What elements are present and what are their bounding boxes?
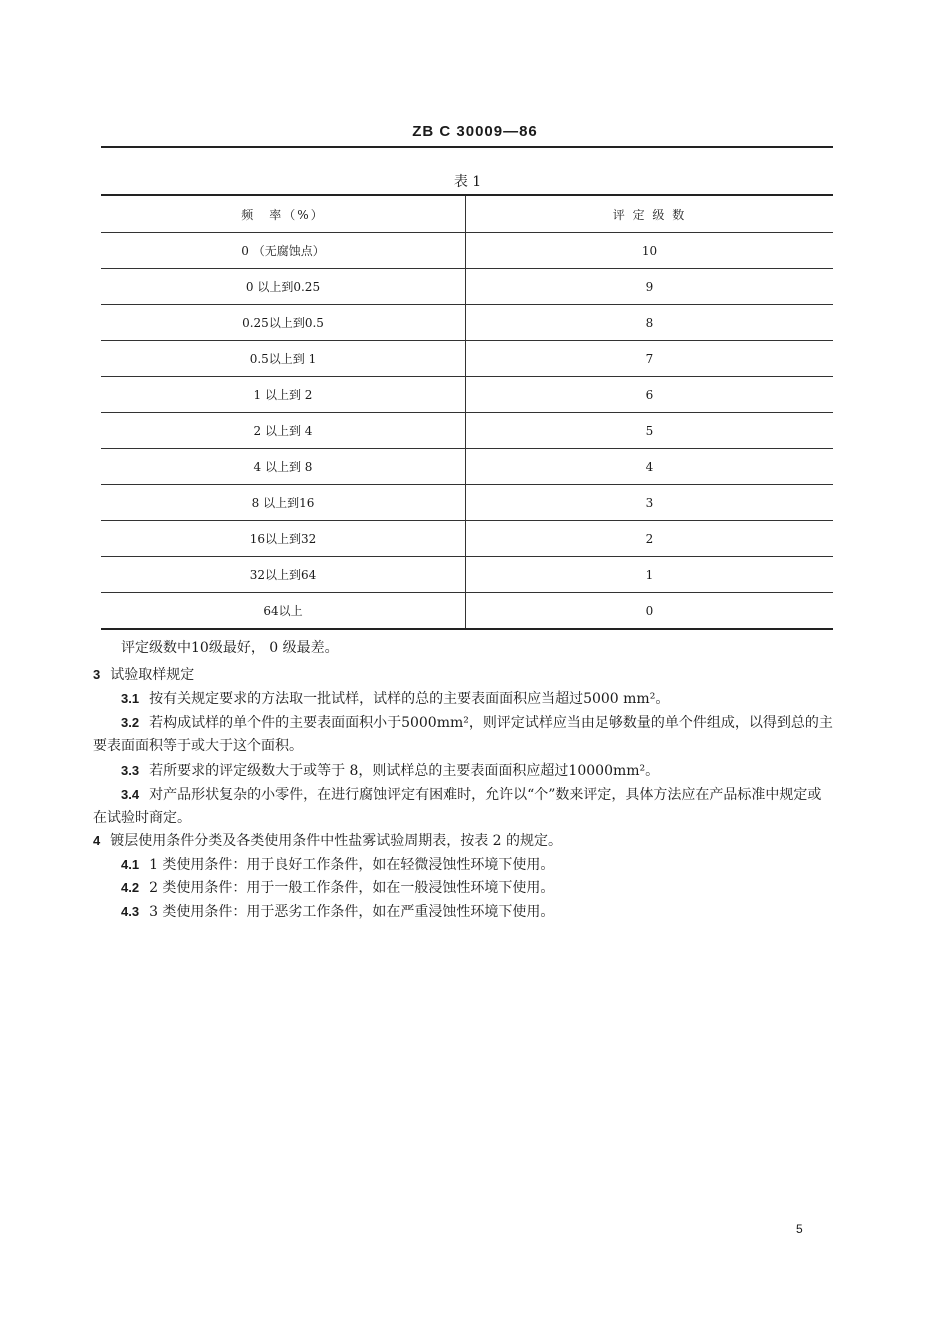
table-row — [101, 341, 833, 377]
clause-text: 若构成试样的单个件的主要表面面积小于5000mm²，则评定试样应当由足够数量的单个件组成，以得到总的主要表面面积等于或大于这个面积。 — [93, 715, 833, 754]
clause-number: 4.1 — [121, 857, 140, 872]
clause-text: 1 类使用条件：用于良好工作条件，如在轻微浸蚀性环境下使用。 — [149, 857, 555, 873]
section-4-heading — [93, 829, 835, 853]
frequency-cell: 0.5以上到 1 — [101, 341, 466, 377]
clause-3-1 — [93, 687, 835, 711]
grade-cell: 9 — [466, 269, 834, 305]
column-header-frequency: 频 率（%） — [101, 195, 466, 233]
grade-cell: 1 — [466, 557, 834, 593]
clause-4-2 — [93, 876, 835, 900]
standard-code: ZB C 30009—86 — [412, 123, 538, 140]
table-row — [101, 413, 833, 449]
table-caption: 表 1 — [453, 174, 482, 190]
frequency-cell: 16以上到32 — [101, 521, 466, 557]
frequency-cell: 32以上到64 — [101, 557, 466, 593]
frequency-cell: 1 以上到 2 — [101, 377, 466, 413]
header-rule — [101, 146, 833, 148]
section-3-heading — [93, 663, 835, 687]
clause-3-3 — [93, 759, 835, 783]
grade-cell: 10 — [466, 233, 834, 269]
table-row — [101, 593, 833, 630]
grade-cell: 8 — [466, 305, 834, 341]
table-row — [101, 305, 833, 341]
section-number: 4 — [93, 833, 101, 848]
grade-cell: 3 — [466, 485, 834, 521]
frequency-cell: 4 以上到 8 — [101, 449, 466, 485]
clause-number: 3.1 — [121, 691, 140, 706]
grade-cell: 2 — [466, 521, 834, 557]
clause-number: 3.4 — [121, 787, 140, 802]
clause-number: 3.2 — [121, 715, 140, 730]
frequency-cell: 2 以上到 4 — [101, 413, 466, 449]
frequency-cell: 0.25以上到0.5 — [101, 305, 466, 341]
table-row — [101, 485, 833, 521]
table-row — [101, 557, 833, 593]
clause-text: 对产品形状复杂的小零件，在进行腐蚀评定有困难时，允许以“个”数来评定，具体方法应在产品标准中规定或在试验时商定。 — [93, 787, 822, 826]
clause-3-2 — [93, 711, 835, 758]
frequency-cell: 0 （无腐蚀点） — [101, 233, 466, 269]
table-header-row — [101, 195, 833, 233]
table-row — [101, 377, 833, 413]
clause-number: 3.3 — [121, 763, 140, 778]
grade-cell: 0 — [466, 593, 834, 630]
frequency-cell: 0 以上到0.25 — [101, 269, 466, 305]
frequency-cell: 8 以上到16 — [101, 485, 466, 521]
clause-text: 按有关规定要求的方法取一批试样，试样的总的主要表面面积应当超过5000 mm²。 — [149, 691, 670, 707]
frequency-cell: 64以上 — [101, 593, 466, 630]
table-row — [101, 269, 833, 305]
column-header-grade: 评 定 级 数 — [466, 195, 834, 233]
clause-number: 4.2 — [121, 880, 140, 895]
grade-cell: 5 — [466, 413, 834, 449]
grade-cell: 4 — [466, 449, 834, 485]
page-number: 5 — [796, 1222, 803, 1236]
clause-text: 2 类使用条件：用于一般工作条件，如在一般浸蚀性环境下使用。 — [149, 880, 555, 896]
rating-table — [101, 194, 833, 630]
grade-cell: 6 — [466, 377, 834, 413]
section-title: 镀层使用条件分类及各类使用条件中性盐雾试验周期表，按表 2 的规定。 — [110, 833, 563, 849]
clause-4-3 — [93, 900, 835, 924]
section-number: 3 — [93, 667, 101, 682]
grade-cell: 7 — [466, 341, 834, 377]
section-title: 试验取样规定 — [110, 667, 195, 683]
table-note: 评定级数中10级最好， 0 级最差。 — [121, 640, 339, 656]
clause-4-1 — [93, 853, 835, 877]
clause-text: 3 类使用条件：用于恶劣工作条件，如在严重浸蚀性环境下使用。 — [149, 904, 555, 920]
table-row — [101, 449, 833, 485]
table-row — [101, 233, 833, 269]
table-row — [101, 521, 833, 557]
clause-text: 若所要求的评定级数大于或等于 8，则试样总的主要表面面积应超过10000mm²。 — [149, 763, 660, 779]
clause-3-4 — [93, 783, 835, 830]
clause-number: 4.3 — [121, 904, 140, 919]
